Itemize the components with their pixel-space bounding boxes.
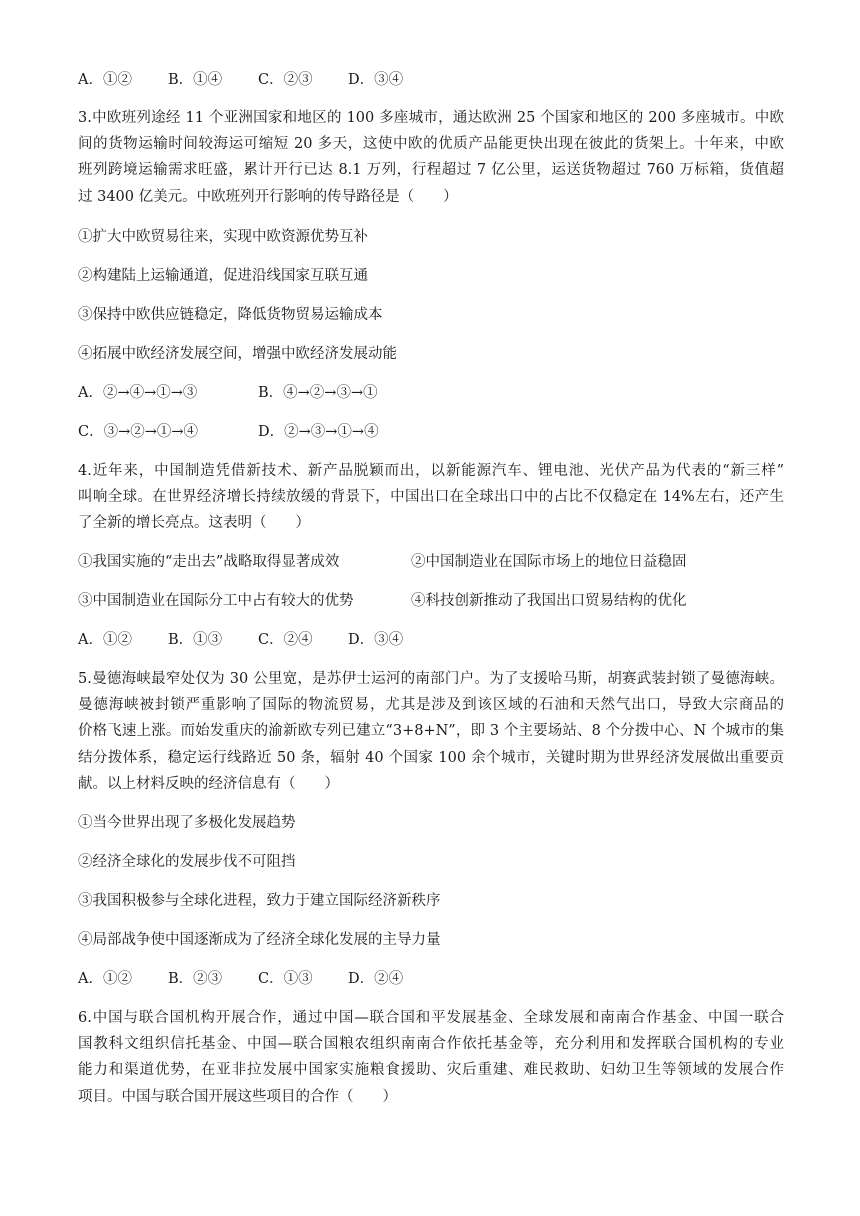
q4-option-4: ④科技创新推动了我国出口贸易结构的优化: [411, 593, 687, 609]
q4-choice-a[interactable]: A．①②: [78, 632, 132, 648]
q4-choice-d[interactable]: D．③④: [348, 632, 404, 648]
q5-stem-line-1: 5.曼德海峡最窄处仅为 30 公里宽，是苏伊士运河的南部门户。为了支援哈马斯，胡赛武装封锁了曼德海峡。: [78, 671, 784, 687]
q3-option-4: ④拓展中欧经济发展空间，增强中欧经济发展动能: [78, 346, 397, 362]
q2-choice-c[interactable]: C．②③: [258, 72, 313, 88]
q2-choice-b[interactable]: B．①④: [168, 72, 223, 88]
q5-option-3: ③我国积极参与全球化进程，致力于建立国际经济新秩序: [78, 893, 441, 909]
q6-stem-line-2: 国教科文组织信托基金、中国—联合国粮农组织南南合作依托基金等，充分利用和发挥联合国机构的专业: [78, 1036, 784, 1052]
q4-option-2: ②中国制造业在国际市场上的地位日益稳固: [411, 554, 687, 570]
q6-stem-line-1: 6.中国与联合国机构开展合作，通过中国—联合国和平发展基金、全球发展和南南合作基金、中国一联合: [78, 1010, 784, 1026]
q5-stem-line-4: 结分拨体系，稳定运行线路近 50 条，辐射 40 个国家 100 余个城市，关键时期为世界经济发展做出重要贡: [78, 750, 784, 766]
q6-stem-line-4: 项目。中国与联合国开展这些项目的合作（ ）: [78, 1089, 397, 1105]
q5-option-2: ②经济全球化的发展步伐不可阻挡: [78, 854, 296, 870]
q5-stem-line-5: 献。以上材料反映的经济信息有（ ）: [78, 776, 339, 792]
q3-option-3: ③保持中欧供应链稳定，降低货物贸易运输成本: [78, 307, 383, 323]
q5-stem-line-3: 价格飞速上涨。而始发重庆的渝新欧专列已建立“3+8+N”，即 3 个主要场站、8 个分拨中心、N 个城市的集: [78, 723, 784, 739]
q5-choice-c[interactable]: C．①③: [258, 971, 313, 987]
q3-stem-line-1: 3.中欧班列途经 11 个亚洲国家和地区的 100 多座城市，通达欧洲 25 个国家和地区的 200 多座城市。中欧: [78, 110, 784, 126]
q5-option-4: ④局部战争使中国逐渐成为了经济全球化发展的主导力量: [78, 932, 441, 948]
q3-choice-b[interactable]: B．④→②→③→①: [258, 385, 378, 401]
q3-option-2: ②构建陆上运输通道，促进沿线国家互联互通: [78, 268, 368, 284]
q5-choice-b[interactable]: B．②③: [168, 971, 223, 987]
q3-stem-line-2: 间的货物运输时间较海运可缩短 20 多天，这使中欧的优质产品能更快出现在彼此的货架上。十年来，中欧: [78, 136, 784, 152]
q4-stem-line-1: 4.近年来，中国制造凭借新技术、新产品脱颖而出，以新能源汽车、锂电池、光伏产品为代表的“新三样”: [78, 463, 784, 479]
q6-stem-line-3: 能力和渠道优势，在亚非拉发展中国家实施粮食援助、灾后重建、难民救助、妇幼卫生等领域的发展合作: [78, 1062, 784, 1078]
q3-choice-d[interactable]: D．②→③→①→④: [258, 424, 379, 440]
q3-option-1: ①扩大中欧贸易往来，实现中欧资源优势互补: [78, 229, 368, 245]
q4-stem-line-2: 叫响全球。在世界经济增长持续放缓的背景下，中国出口在全球出口中的占比不仅稳定在 14%左右，还产生: [78, 489, 784, 505]
q2-choice-a[interactable]: A．①②: [78, 72, 132, 88]
q4-option-3: ③中国制造业在国际分工中占有较大的优势: [78, 593, 354, 609]
q5-stem-line-2: 曼德海峡被封锁严重影响了国际的物流贸易，尤其是涉及到该区域的石油和天然气出口，导致大宗商品的: [78, 697, 784, 713]
q3-choice-c[interactable]: C．③→②→①→④: [78, 424, 199, 440]
q4-stem-line-3: 了全新的增长亮点。这表明（ ）: [78, 515, 310, 531]
q5-choice-d[interactable]: D．②④: [348, 971, 404, 987]
q5-option-1: ①当今世界出现了多极化发展趋势: [78, 815, 296, 831]
q4-choice-b[interactable]: B．①③: [168, 632, 223, 648]
q2-choice-d[interactable]: D．③④: [348, 72, 404, 88]
q4-option-1: ①我国实施的“走出去”战略取得显著成效: [78, 554, 340, 570]
q4-choice-c[interactable]: C．②④: [258, 632, 313, 648]
q3-stem-line-4: 过 3400 亿美元。中欧班列开行影响的传导路径是（ ）: [78, 189, 458, 205]
q5-choice-a[interactable]: A．①②: [78, 971, 132, 987]
q3-stem-line-3: 班列跨境运输需求旺盛，累计开行已达 8.1 万列，行程超过 7 亿公里，运送货物超过 760 万标箱，货值超: [78, 162, 784, 178]
q3-choice-a[interactable]: A．②→④→①→③: [78, 385, 198, 401]
